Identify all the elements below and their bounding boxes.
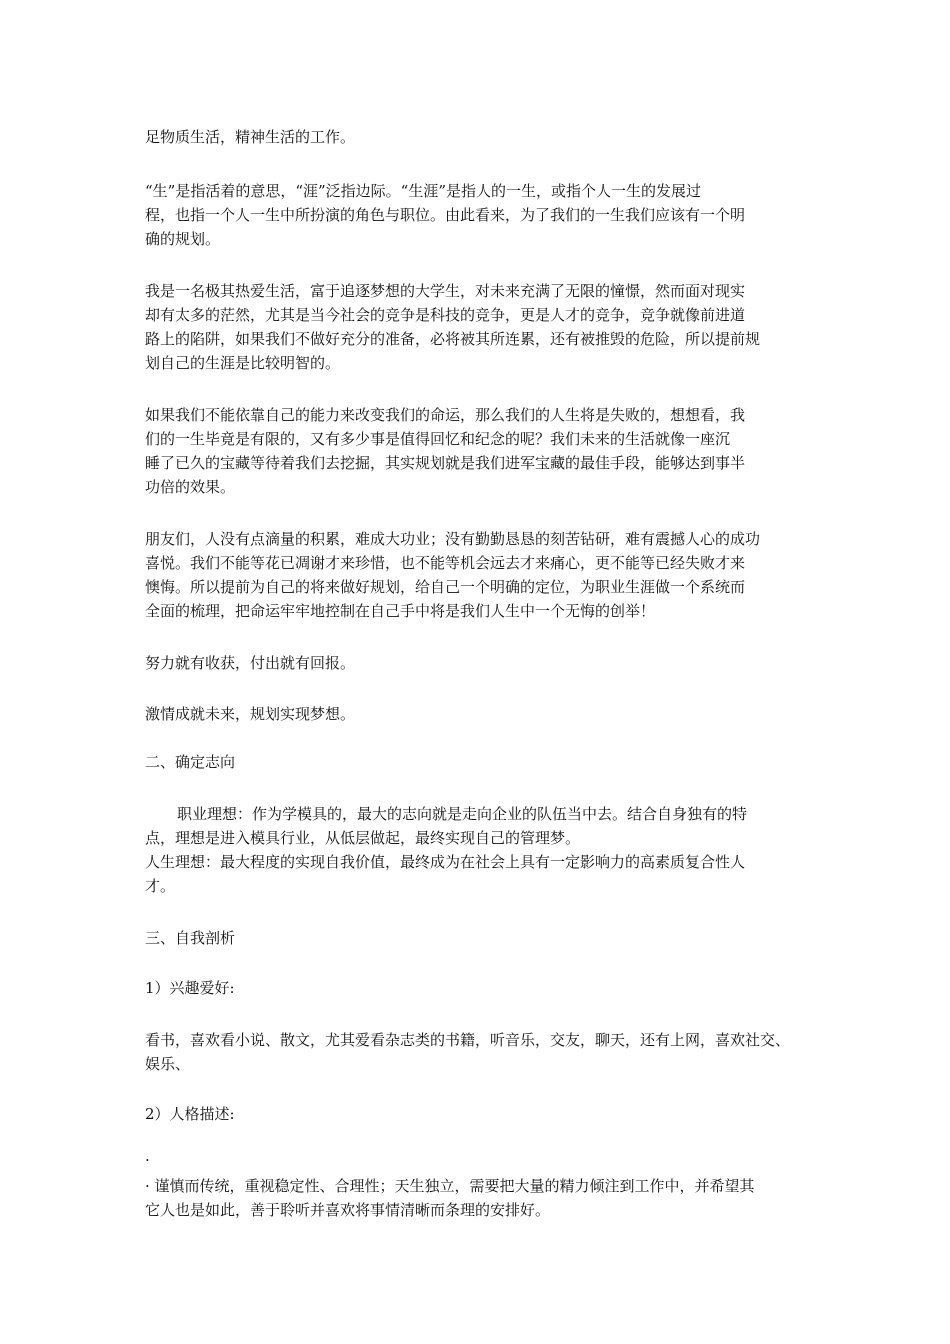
text-line: 职业理想：作为学模具的，最大的志向就是走向企业的队伍当中去。结合自身独有的特	[177, 805, 748, 823]
section-heading: 二、确定志向	[145, 753, 236, 771]
text-line: 它人也是如此，善于聆听并喜欢将事情清晰而条理的安排好。	[145, 1201, 551, 1219]
subheading: 2）人格描述:	[145, 1105, 235, 1123]
text-line: 人生理想：最大程度的实现自我价值，最终成为在社会上具有一定影响力的高素质复合性人	[145, 853, 746, 871]
text-line: 懊悔。所以提前为自己的将来做好规划，给自己一个明确的定位，为职业生涯做一个系统而	[145, 578, 746, 596]
text-line: 点，理想是进入模具行业，从低层做起，最终实现自己的管理梦。	[145, 829, 581, 847]
section-heading: 三、自我剖析	[145, 929, 236, 947]
text-line: 如果我们不能依靠自己的能力来改变我们的命运，那么我们的人生将是失败的，想想看，我	[145, 406, 746, 424]
text-line: 全面的梳理，把命运牢牢地控制在自己手中将是我们人生中一个无悔的创举！	[145, 602, 656, 620]
subheading: 1）兴趣爱好:	[145, 979, 235, 997]
text-line: 们的一生毕竟是有限的，又有多少事是值得回忆和纪念的呢？我们未来的生活就像一座沉	[145, 430, 731, 448]
text-line: 确的规划。	[145, 230, 221, 248]
bullet-dot: ·	[145, 1151, 150, 1169]
text-line: 我是一名极其热爱生活，富于追逐梦想的大学生，对未来充满了无限的憧憬，然而面对现实	[145, 282, 746, 300]
text-line: 程，也指一个人一生中所扮演的角色与职位。由此看来，为了我们的一生我们应该有一个明	[145, 206, 746, 224]
text-line: 才。	[145, 877, 176, 895]
text-line: 却有太多的茫然，尤其是当今社会的竞争是科技的竞争，更是人才的竞争，竞争就像前进道	[145, 306, 746, 324]
text-line: 足物质生活，精神生活的工作。	[145, 128, 356, 146]
text-line: 朋友们，人没有点滴量的积累，难成大功业；没有勤勤恳恳的刻苦钻研，难有震撼人心的成功	[145, 530, 761, 548]
text-line: 划自己的生涯是比较明智的。	[145, 354, 341, 372]
text-line: 看书，喜欢看小说、散文，尤其爱看杂志类的书籍，听音乐，交友，聊天，还有上网，喜欢社交、	[145, 1031, 791, 1049]
text-line: 功倍的效果。	[145, 478, 236, 496]
text-line: 娱乐、	[145, 1055, 191, 1073]
text-line: 努力就有收获，付出就有回报。	[145, 654, 356, 672]
text-line: “生”是指活着的意思，“涯”泛指边际。“生涯”是指人的一生，或指个人一生的发展过	[145, 182, 702, 200]
text-line: 睡了已久的宝藏等待着我们去挖掘，其实规划就是我们进军宝藏的最佳手段，能够达到事半	[145, 454, 746, 472]
text-line: 喜悦。我们不能等花已凋谢才来珍惜，也不能等机会远去才来痛心，更不能等已经失败才来	[145, 554, 746, 572]
text-line: · 谨慎而传统，重视稳定性、合理性；天生独立，需要把大量的精力倾注到工作中，并希望其	[145, 1177, 755, 1195]
text-line: 激情成就未来，规划实现梦想。	[145, 705, 356, 723]
text-line: 路上的陷阱，如果我们不做好充分的准备，必将被其所连累，还有被推毁的危险，所以提前规	[145, 330, 761, 348]
